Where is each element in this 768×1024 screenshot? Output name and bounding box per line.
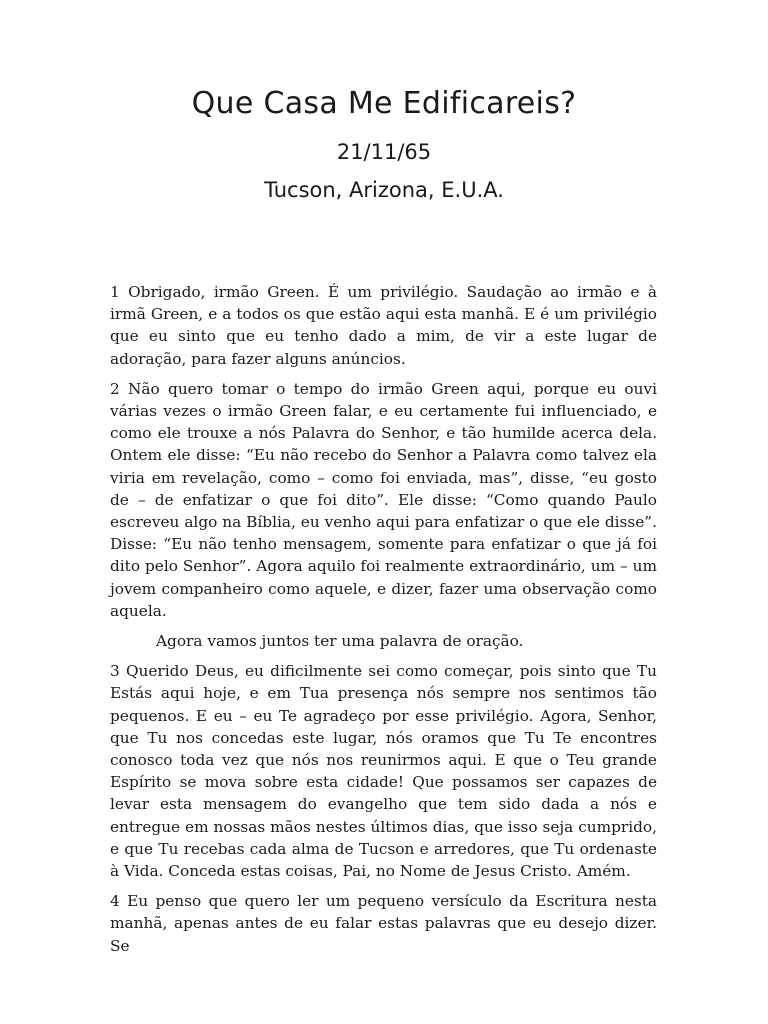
- paragraph-prayer-intro: Agora vamos juntos ter uma palavra de oração.: [156, 632, 524, 651]
- paragraph-1: 1 Obrigado, irmão Green. É um privilégio. Saudação ao irmão e à irmã Green, e a todos os que estão aqui esta manhã. E é um privilégio que eu sinto que eu tenho dado a mim, de vir a este lugar de adoração, para fazer alguns anúncios.: [110, 283, 657, 368]
- document-body: [110, 281, 657, 965]
- document-place: Tucson, Arizona, E.U.A.: [264, 178, 504, 202]
- paragraph-3: 3 Querido Deus, eu dificilmente sei como começar, pois sinto que Tu Estás aqui hoje, e em Tua presença nós sempre nos sentimos tão pequenos. E eu – eu Te agradeço por esse privilégio. Agora, Senhor, que Tu nos concedas este lugar, nós oramos que Tu Te encontres conosco toda vez que nós nos reunirmos aqui. E que o Teu grande Espírito se mova sobre esta cidade! Que possamos ser capazes de levar esta mensagem do evangelho que tem sido dada a nós e entregue em nossas mãos nestes últimos dias, que isso seja cumprido, e que Tu recebas cada alma de Tucson e arredores, que Tu ordenaste à Vida. Conceda estas coisas, Pai, no Nome de Jesus Cristo. Amém.: [110, 662, 657, 881]
- paragraph-2: 2 Não quero tomar o tempo do irmão Green aqui, porque eu ouvi várias vezes o irmão Green falar, e eu certamente fui influenciado, e como ele trouxe a nós Palavra do Senhor, e tão humilde acerca dela. Ontem ele disse: “Eu não recebo do Senhor a Palavra como talvez ela viria em revelação, como – como foi enviada, mas”, disse, “eu gosto de – de enfatizar o que foi dito”. Ele disse: “Como quando Paulo escreveu algo na Bíblia, eu venho aqui para enfatizar o que ele disse”. Disse: “Eu não tenho mensagem, somente para enfatizar o que já foi dito pelo Senhor”. Agora aquilo foi realmente extraordinário, um – um jovem companheiro como aquele, e dizer, fazer uma observação como aquela.: [110, 379, 657, 620]
- document-date: 21/11/65: [336, 140, 432, 164]
- paragraph-4: 4 Eu penso que quero ler um pequeno versículo da Escritura nesta manhã, apenas antes de eu falar estas palavras que eu desejo dizer. Se: [110, 892, 657, 955]
- document-title: Que Casa Me Edificareis?: [191, 86, 577, 121]
